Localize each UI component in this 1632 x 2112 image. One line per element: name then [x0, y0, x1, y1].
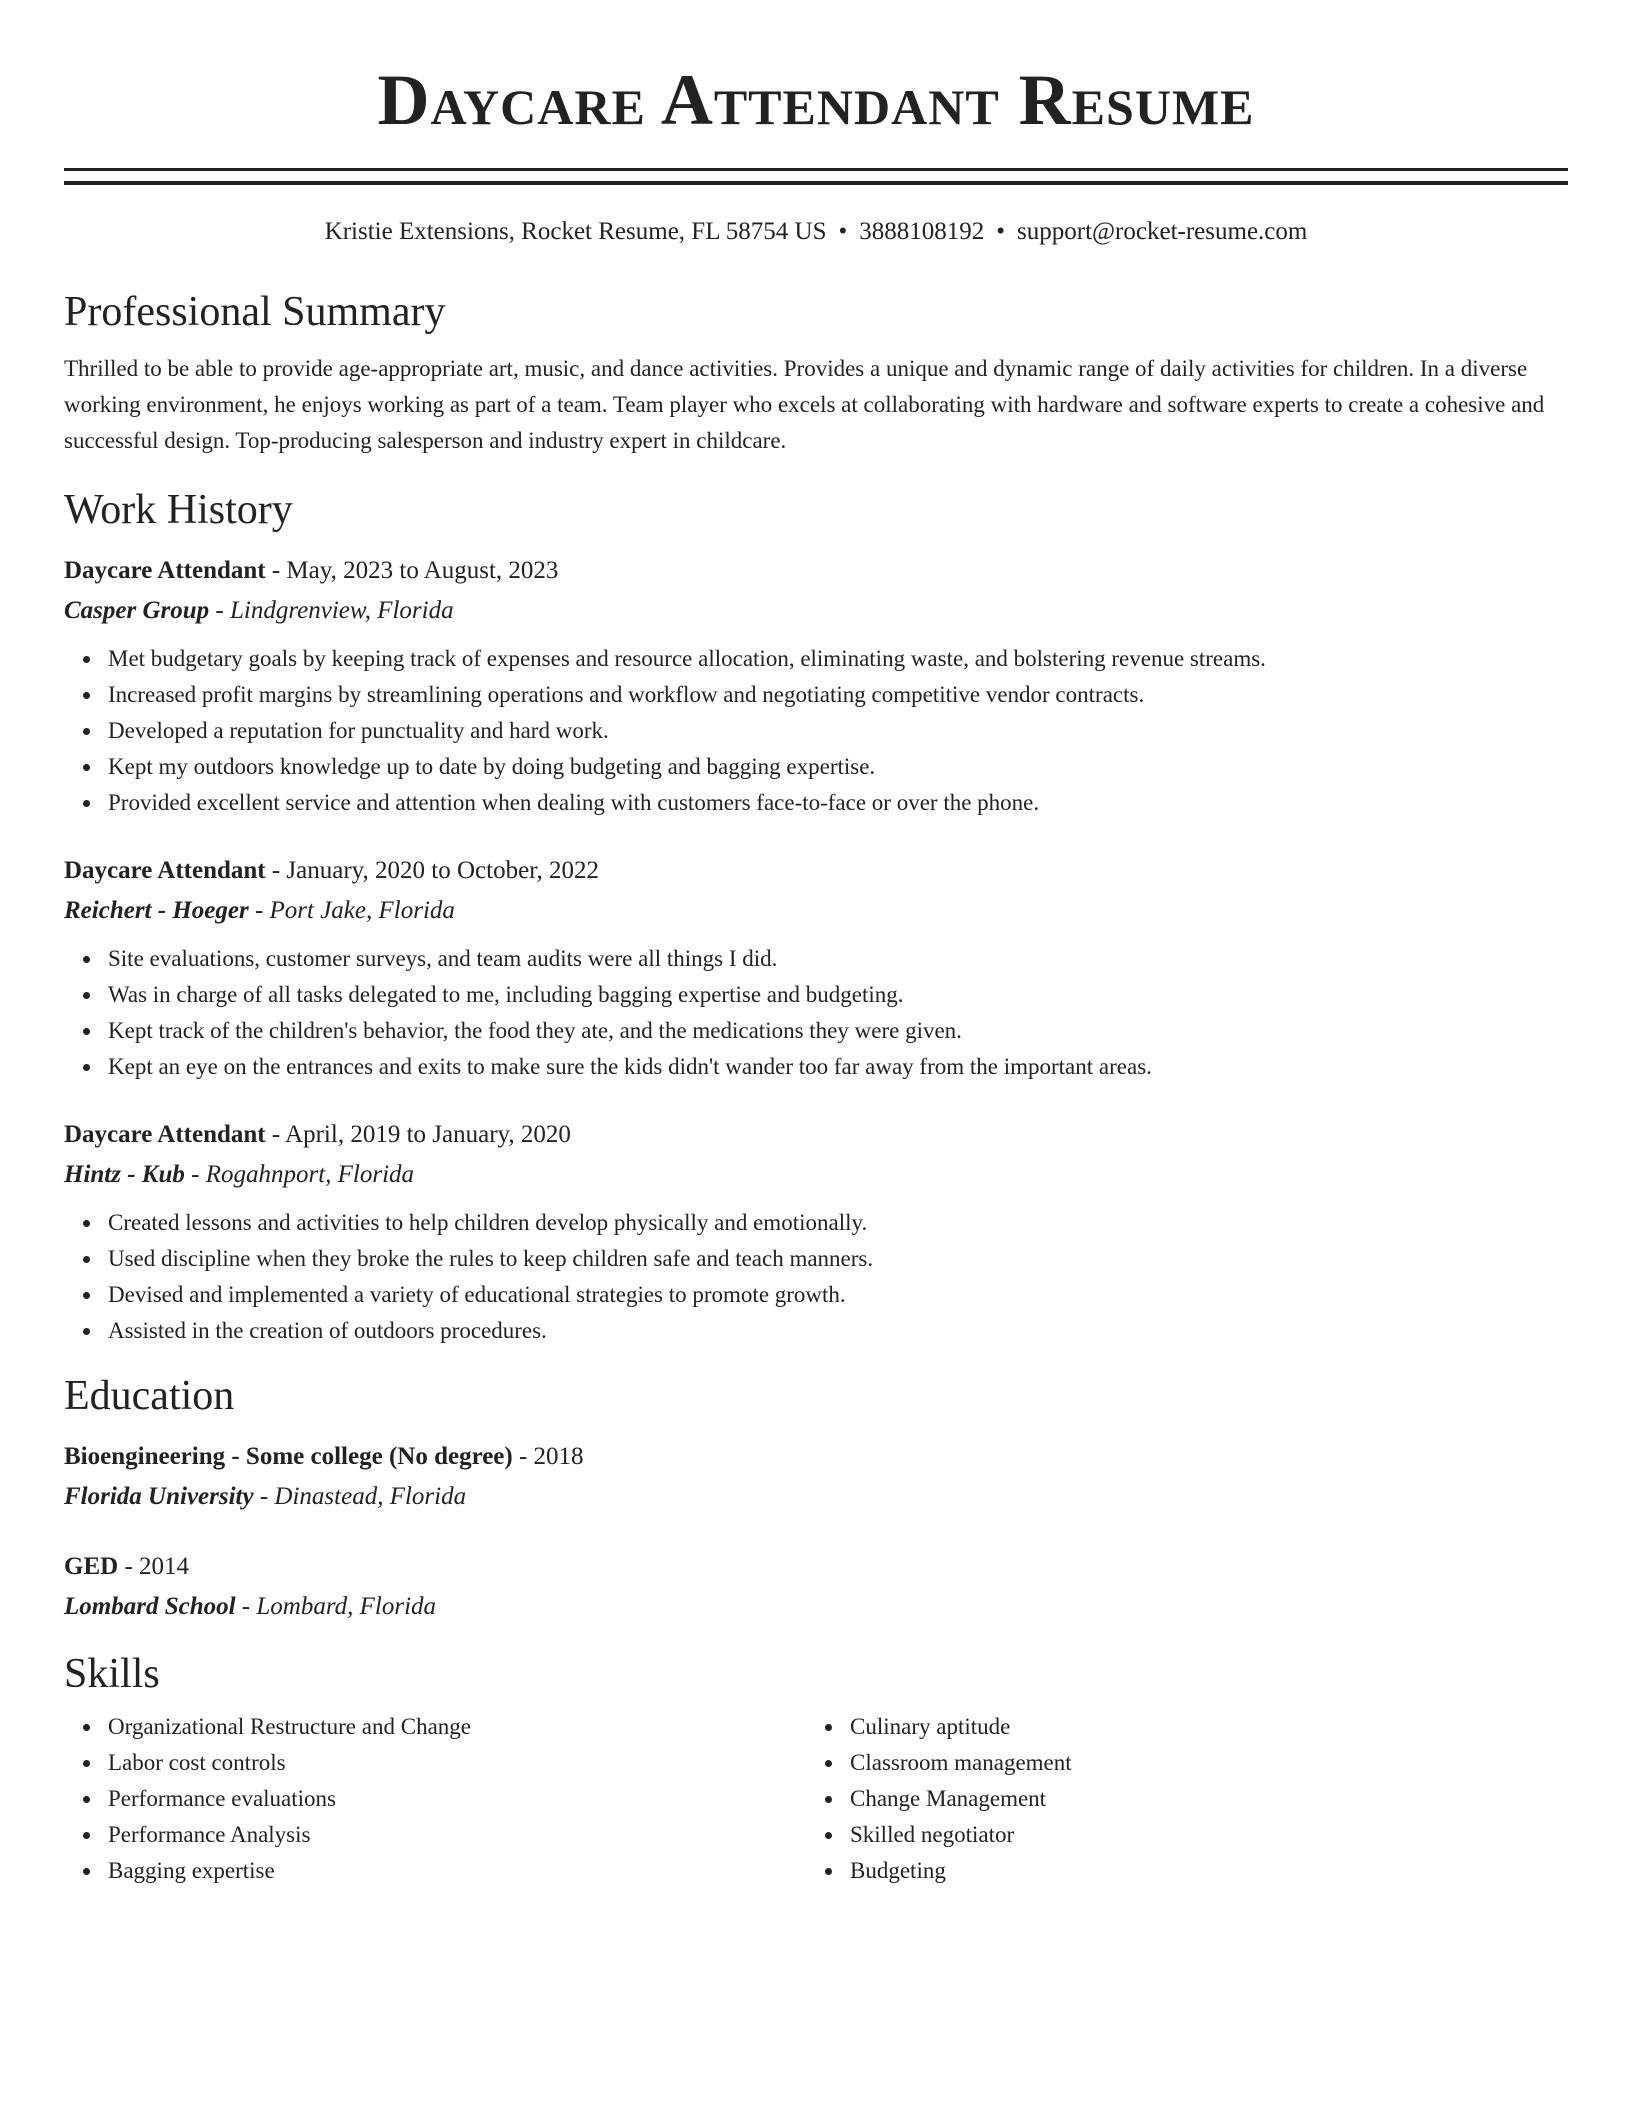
skill-item: Performance Analysis: [108, 1817, 806, 1853]
education-degree: Bioengineering - Some college (No degree): [64, 1443, 513, 1470]
job-company-line: [64, 591, 1568, 631]
job-entry: [64, 1115, 1568, 1349]
job-bullet: Devised and implemented a variety of educational strategies to promote growth.: [108, 1277, 1568, 1313]
job-bullet: Created lessons and activities to help children develop physically and emotionally.: [108, 1205, 1568, 1241]
job-bullet: Increased profit margins by streamlining operations and workflow and negotiating competitive vendor contracts.: [108, 677, 1568, 713]
job-bullets: [64, 1205, 1568, 1349]
skill-item: Performance evaluations: [108, 1781, 806, 1817]
education-school-line: [64, 1477, 1568, 1517]
job-dates: - May, 2023 to August, 2023: [265, 557, 559, 584]
skill-item: Organizational Restructure and Change: [108, 1709, 806, 1745]
skills-column-left: [64, 1709, 806, 1889]
skills-list-right: [806, 1709, 1548, 1889]
contact-separator: •: [838, 218, 848, 245]
education-entry: [64, 1437, 1568, 1517]
education-entry: [64, 1547, 1568, 1627]
skills-heading: Skills: [64, 1651, 160, 1697]
job-company-line: [64, 1155, 1568, 1195]
job-bullets: [64, 641, 1568, 821]
contact-phone: 3888108192: [859, 218, 985, 245]
job-bullets: [64, 941, 1568, 1085]
job-bullet: Kept my outdoors knowledge up to date by doing budgeting and bagging expertise.: [108, 749, 1568, 785]
education-location: - Dinastead, Florida: [253, 1483, 467, 1510]
education-section: [64, 1371, 1568, 1627]
skill-item: Change Management: [850, 1781, 1548, 1817]
education-degree-line: [64, 1437, 1568, 1477]
summary-heading: Professional Summary: [64, 289, 446, 335]
job-location: - Port Jake, Florida: [248, 897, 455, 924]
summary-text: Thrilled to be able to provide age-appropriate art, music, and dance activities. Provides a unique and dynamic range of daily activities for children. In a diverse working environment, he enjoys working as part of a team. Team player who excels at collaborating with hardware and software experts to create a cohesive and successful design. Top-producing salesperson and industry expert in childcare.: [64, 356, 1545, 453]
skill-item: Budgeting: [850, 1853, 1548, 1889]
skills-column-right: [806, 1709, 1548, 1889]
job-company: Hintz - Kub: [64, 1161, 185, 1188]
job-company-line: [64, 891, 1568, 931]
job-title: Daycare Attendant: [64, 857, 266, 884]
education-school: Lombard School: [64, 1593, 236, 1620]
job-location: - Lindgrenview, Florida: [209, 597, 454, 624]
contact-separator: •: [996, 218, 1006, 245]
job-bullet: Assisted in the creation of outdoors procedures.: [108, 1313, 1568, 1349]
skills-grid: [64, 1709, 1568, 1889]
job-company: Reichert - Hoeger: [64, 897, 249, 924]
job-entry: [64, 851, 1568, 1085]
education-degree: GED: [64, 1553, 119, 1580]
job-bullet: Developed a reputation for punctuality and hard work.: [108, 713, 1568, 749]
skill-item: Culinary aptitude: [850, 1709, 1548, 1745]
education-heading: Education: [64, 1373, 235, 1419]
skill-item: Skilled negotiator: [850, 1817, 1548, 1853]
education-degree-line: [64, 1547, 1568, 1587]
job-bullet: Provided excellent service and attention when dealing with customers face-to-face or over the phone.: [108, 785, 1568, 821]
summary-section: [64, 287, 1568, 459]
job-location: - Rogahnport, Florida: [184, 1161, 415, 1188]
education-year: - 2018: [512, 1443, 584, 1470]
job-title-line: [64, 851, 1568, 891]
job-dates: - January, 2020 to October, 2022: [265, 857, 600, 884]
education-location: - Lombard, Florida: [235, 1593, 437, 1620]
job-company: Casper Group: [64, 597, 210, 624]
job-title-line: [64, 1115, 1568, 1155]
job-title: Daycare Attendant: [64, 1121, 266, 1148]
job-bullet: Was in charge of all tasks delegated to me, including bagging expertise and budgeting.: [108, 977, 1568, 1013]
job-title: Daycare Attendant: [64, 557, 266, 584]
resume-title: Daycare Attendant Resume: [377, 60, 1255, 140]
skill-item: Labor cost controls: [108, 1745, 806, 1781]
job-bullet: Used discipline when they broke the rules to keep children safe and teach manners.: [108, 1241, 1568, 1277]
job-bullet: Site evaluations, customer surveys, and team audits were all things I did.: [108, 941, 1568, 977]
job-dates: - April, 2019 to January, 2020: [265, 1121, 571, 1148]
job-entry: [64, 551, 1568, 821]
contact-email: support@rocket-resume.com: [1017, 218, 1308, 245]
work-history-section: [64, 485, 1568, 1349]
education-school-line: [64, 1587, 1568, 1627]
skill-item: Classroom management: [850, 1745, 1548, 1781]
skills-section: [64, 1649, 1568, 1889]
title-double-rule: [64, 168, 1568, 185]
education-year: - 2014: [118, 1553, 190, 1580]
contact-line: [64, 217, 1568, 247]
job-bullet: Met budgetary goals by keeping track of expenses and resource allocation, eliminating waste, and bolstering revenue streams.: [108, 641, 1568, 677]
job-bullet: Kept track of the children's behavior, the food they ate, and the medications they were given.: [108, 1013, 1568, 1049]
work-history-heading: Work History: [64, 487, 293, 533]
skills-list-left: [64, 1709, 806, 1889]
education-school: Florida University: [64, 1483, 254, 1510]
job-title-line: [64, 551, 1568, 591]
contact-address: Kristie Extensions, Rocket Resume, FL 58754 US: [324, 218, 827, 245]
job-bullet: Kept an eye on the entrances and exits to make sure the kids didn't wander too far away from the important areas.: [108, 1049, 1568, 1085]
skill-item: Bagging expertise: [108, 1853, 806, 1889]
